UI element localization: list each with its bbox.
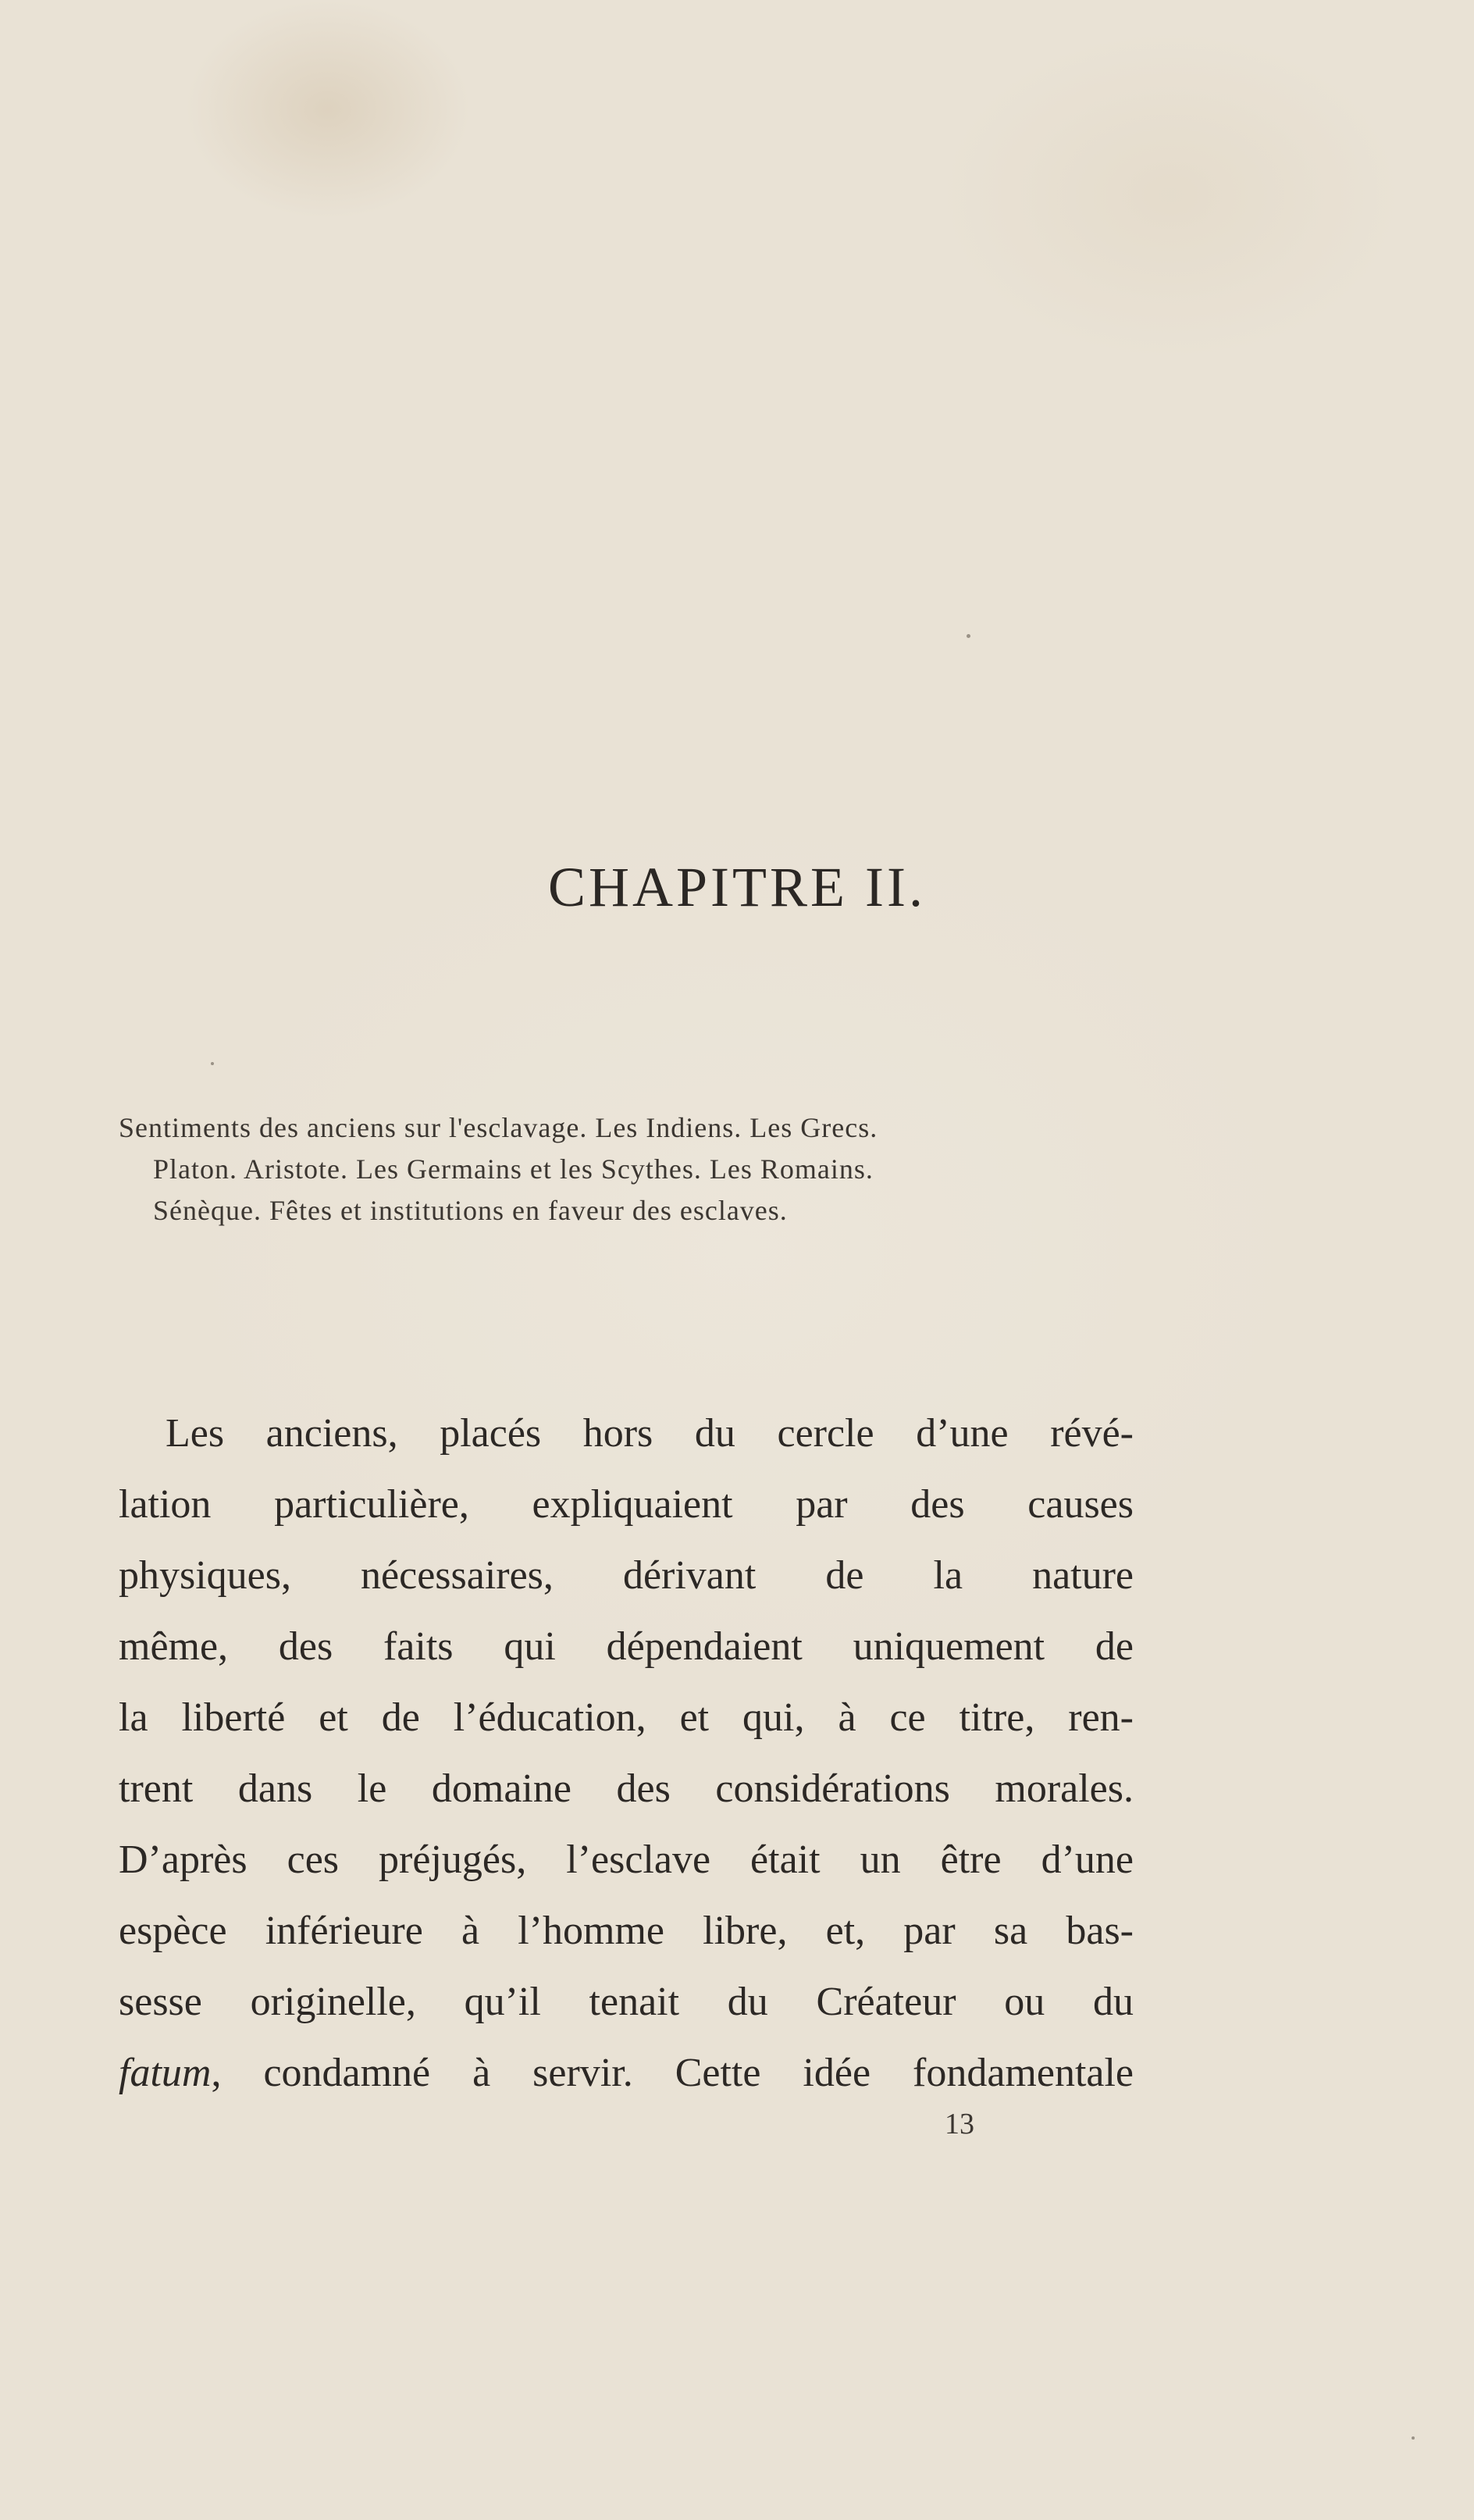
body-line: sesse originelle, qu’il tenait du Créateur ou du: [119, 1980, 1134, 2024]
body-paragraph: [119, 1398, 1134, 2108]
paper-speck: [1412, 2436, 1415, 2440]
body-line: Les anciens, placés hors du cercle d’une révé-: [166, 1411, 1134, 1456]
summary-line: Sentiments des anciens sur l'esclavage. Les Indiens. Les Grecs.: [119, 1112, 878, 1143]
paper-speck: [211, 1062, 214, 1065]
body-line: la liberté et de l’éducation, et qui, à ce titre, ren-: [119, 1695, 1134, 1740]
body-line: espèce inférieure à l’homme libre, et, par sa bas-: [119, 1909, 1134, 1953]
italic-word: fatum: [119, 2051, 212, 2095]
body-line: physiques, nécessaires, dérivant de la nature: [119, 1553, 1134, 1598]
body-line: trent dans le domaine des considérations morales.: [119, 1766, 1134, 1811]
summary-line: Sénèque. Fêtes et institutions en faveur des esclaves.: [153, 1195, 788, 1226]
body-line: même, des faits qui dépendaient uniquement de: [119, 1624, 1134, 1669]
chapter-title: CHAPITRE II.: [548, 856, 926, 918]
summary-line: Platon. Aristote. Les Germains et les Scythes. Les Romains.: [153, 1153, 874, 1185]
body-line-rest: , condamné à servir. Cette idée fondamentale: [211, 2051, 1134, 2095]
paper-speck: [967, 634, 970, 638]
body-line-last: [119, 2037, 1134, 2108]
chapter-summary: [119, 1107, 1134, 1231]
page-number: 13: [945, 2108, 974, 2140]
body-line: lation particulière, expliquaient par des causes: [119, 1482, 1134, 1527]
body-line: D’après ces préjugés, l’esclave était un être d’une: [119, 1837, 1134, 1882]
